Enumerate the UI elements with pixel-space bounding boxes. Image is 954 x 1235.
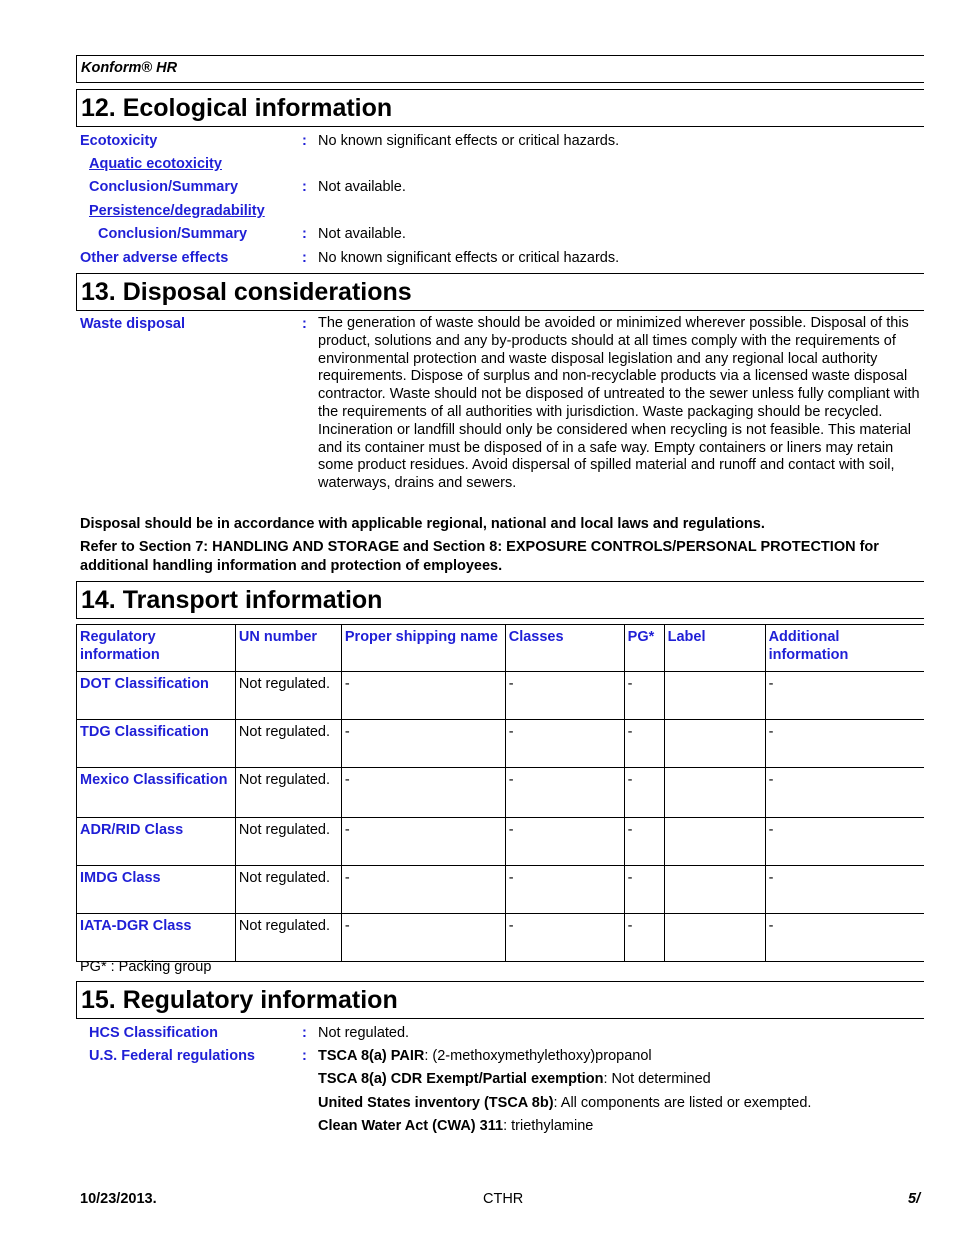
section-14-header	[76, 581, 924, 619]
federal-item-value: : (2-methoxymethylethoxy)propanol	[424, 1048, 652, 1064]
table-row	[77, 866, 925, 914]
row-additional: -	[765, 914, 924, 962]
row-classes: -	[505, 914, 624, 962]
federal-item-tsca-inventory	[318, 1095, 811, 1111]
product-name: Konform® HR	[81, 60, 178, 76]
colon: :	[302, 179, 307, 195]
table-row	[77, 768, 925, 818]
ecotoxicity-label: Ecotoxicity	[80, 133, 158, 149]
row-additional: -	[765, 720, 924, 768]
row-classes: -	[505, 818, 624, 866]
row-pg: -	[624, 672, 664, 720]
section-15-title: 15. Regulatory information	[81, 986, 398, 1014]
waste-disposal-label: Waste disposal	[80, 316, 186, 332]
federal-item-key: Clean Water Act (CWA) 311	[318, 1118, 504, 1134]
row-un-number: Not regulated.	[235, 818, 341, 866]
footer-code: CTHR	[483, 1191, 524, 1207]
row-un-number: Not regulated.	[235, 866, 341, 914]
row-pg: -	[624, 914, 664, 962]
refer-section-note: Refer to Section 7: HANDLING AND STORAGE and Section 8: EXPOSURE CONTROLS/PERSONAL PROTECTION for additional handling information and protection of employees.	[80, 539, 879, 574]
row-classes: -	[505, 672, 624, 720]
table-row	[77, 818, 925, 866]
federal-item-key: United States inventory (TSCA 8b)	[318, 1095, 554, 1111]
row-un-number: Not regulated.	[235, 768, 341, 818]
federal-item-value: : All components are listed or exempted.	[553, 1095, 812, 1111]
federal-item-value: : triethylamine	[503, 1118, 594, 1134]
table-row	[77, 914, 925, 962]
persistence-conclusion-label: Conclusion/Summary	[98, 226, 248, 242]
table-row	[77, 672, 925, 720]
row-proper-shipping-name: -	[341, 866, 505, 914]
row-proper-shipping-name: -	[341, 914, 505, 962]
col-un-number: UN number	[235, 625, 341, 672]
row-classes: -	[505, 866, 624, 914]
row-pg: -	[624, 818, 664, 866]
aquatic-conclusion-value: Not available.	[318, 179, 406, 195]
federal-item-key: TSCA 8(a) CDR Exempt/Partial exemption	[318, 1071, 604, 1087]
row-un-number: Not regulated.	[235, 720, 341, 768]
section-12-title: 12. Ecological information	[81, 94, 393, 122]
row-regulation: DOT Classification	[77, 672, 236, 720]
hcs-classification-label: HCS Classification	[89, 1025, 218, 1041]
row-additional: -	[765, 672, 924, 720]
colon: :	[302, 250, 307, 266]
col-regulatory-information: Regulatory information	[77, 625, 236, 672]
row-label	[664, 818, 765, 866]
persistence-degradability-link[interactable]: Persistence/degradability	[89, 203, 265, 219]
transport-table	[76, 624, 924, 962]
transport-header-row	[77, 625, 925, 672]
hcs-classification-value: Not regulated.	[318, 1025, 410, 1041]
row-classes: -	[505, 768, 624, 818]
section-15-header	[76, 981, 924, 1019]
row-un-number: Not regulated.	[235, 672, 341, 720]
row-classes: -	[505, 720, 624, 768]
row-un-number: Not regulated.	[235, 914, 341, 962]
aquatic-conclusion-label: Conclusion/Summary	[89, 179, 239, 195]
row-label	[664, 672, 765, 720]
row-proper-shipping-name: -	[341, 720, 505, 768]
row-pg: -	[624, 768, 664, 818]
row-label	[664, 720, 765, 768]
packing-group-footnote: PG* : Packing group	[80, 959, 212, 975]
col-pg: PG*	[624, 625, 664, 672]
row-label	[664, 866, 765, 914]
col-proper-shipping-name: Proper shipping name	[341, 625, 505, 672]
aquatic-ecotoxicity-link[interactable]: Aquatic ecotoxicity	[89, 156, 222, 172]
federal-item-value: : Not determined	[603, 1071, 711, 1087]
colon: :	[302, 1048, 307, 1064]
federal-item-key: TSCA 8(a) PAIR	[318, 1048, 425, 1064]
colon: :	[302, 1025, 307, 1041]
footer-date: 10/23/2013.	[80, 1191, 157, 1207]
row-proper-shipping-name: -	[341, 672, 505, 720]
section-14-title: 14. Transport information	[81, 586, 383, 614]
row-proper-shipping-name: -	[341, 818, 505, 866]
federal-item-tsca-pair	[318, 1048, 652, 1064]
row-additional: -	[765, 866, 924, 914]
federal-item-tsca-cdr	[318, 1071, 711, 1087]
section-12-header	[76, 89, 924, 127]
colon: :	[302, 226, 307, 242]
product-header	[76, 55, 924, 83]
row-label	[664, 914, 765, 962]
persistence-conclusion-value: Not available.	[318, 226, 406, 242]
other-adverse-effects-label: Other adverse effects	[80, 250, 229, 266]
ecotoxicity-value: No known significant effects or critical hazards.	[318, 133, 620, 149]
waste-disposal-text: The generation of waste should be avoided or minimized wherever possible. Disposal of this product, solutions and any by-products should at all times comply with the requirements of environmental protection and waste disposal legislation and any regional local authority requirements. Dispose of surplus and non-recyclable products via a licensed waste disposal contractor. Waste should not be disposed of untreated to the sewer unless fully compliant with the requirements of all authorities with jurisdiction. Waste packaging should be recycled. Incineration or landfill should only be considered when recycling is not feasible. This material and its container must be disposed of in a safe way. Empty containers or liners may retain some product residues. Avoid dispersal of spilled material and runoff and contact with soil, waterways, drains and sewers.	[318, 315, 920, 492]
row-label	[664, 768, 765, 818]
disposal-note: Disposal should be in accordance with applicable regional, national and local laws and regulations.	[80, 516, 765, 532]
other-adverse-effects-value: No known significant effects or critical hazards.	[318, 250, 620, 266]
row-pg: -	[624, 720, 664, 768]
section-13-title: 13. Disposal considerations	[81, 278, 412, 306]
col-classes: Classes	[505, 625, 624, 672]
footer-page-number: 5/	[908, 1191, 921, 1207]
row-proper-shipping-name: -	[341, 768, 505, 818]
row-additional: -	[765, 818, 924, 866]
row-regulation: IATA-DGR Class	[77, 914, 236, 962]
row-pg: -	[624, 866, 664, 914]
row-regulation: TDG Classification	[77, 720, 236, 768]
us-federal-regulations-label: U.S. Federal regulations	[89, 1048, 255, 1064]
col-additional-information: Additional information	[765, 625, 924, 672]
colon: :	[302, 316, 307, 332]
row-additional: -	[765, 768, 924, 818]
row-regulation: ADR/RID Class	[77, 818, 236, 866]
col-label: Label	[664, 625, 765, 672]
section-13-header	[76, 273, 924, 311]
table-row	[77, 720, 925, 768]
colon: :	[302, 133, 307, 149]
row-regulation: Mexico Classification	[77, 768, 236, 818]
row-regulation: IMDG Class	[77, 866, 236, 914]
federal-item-clean-water-act	[318, 1118, 593, 1134]
